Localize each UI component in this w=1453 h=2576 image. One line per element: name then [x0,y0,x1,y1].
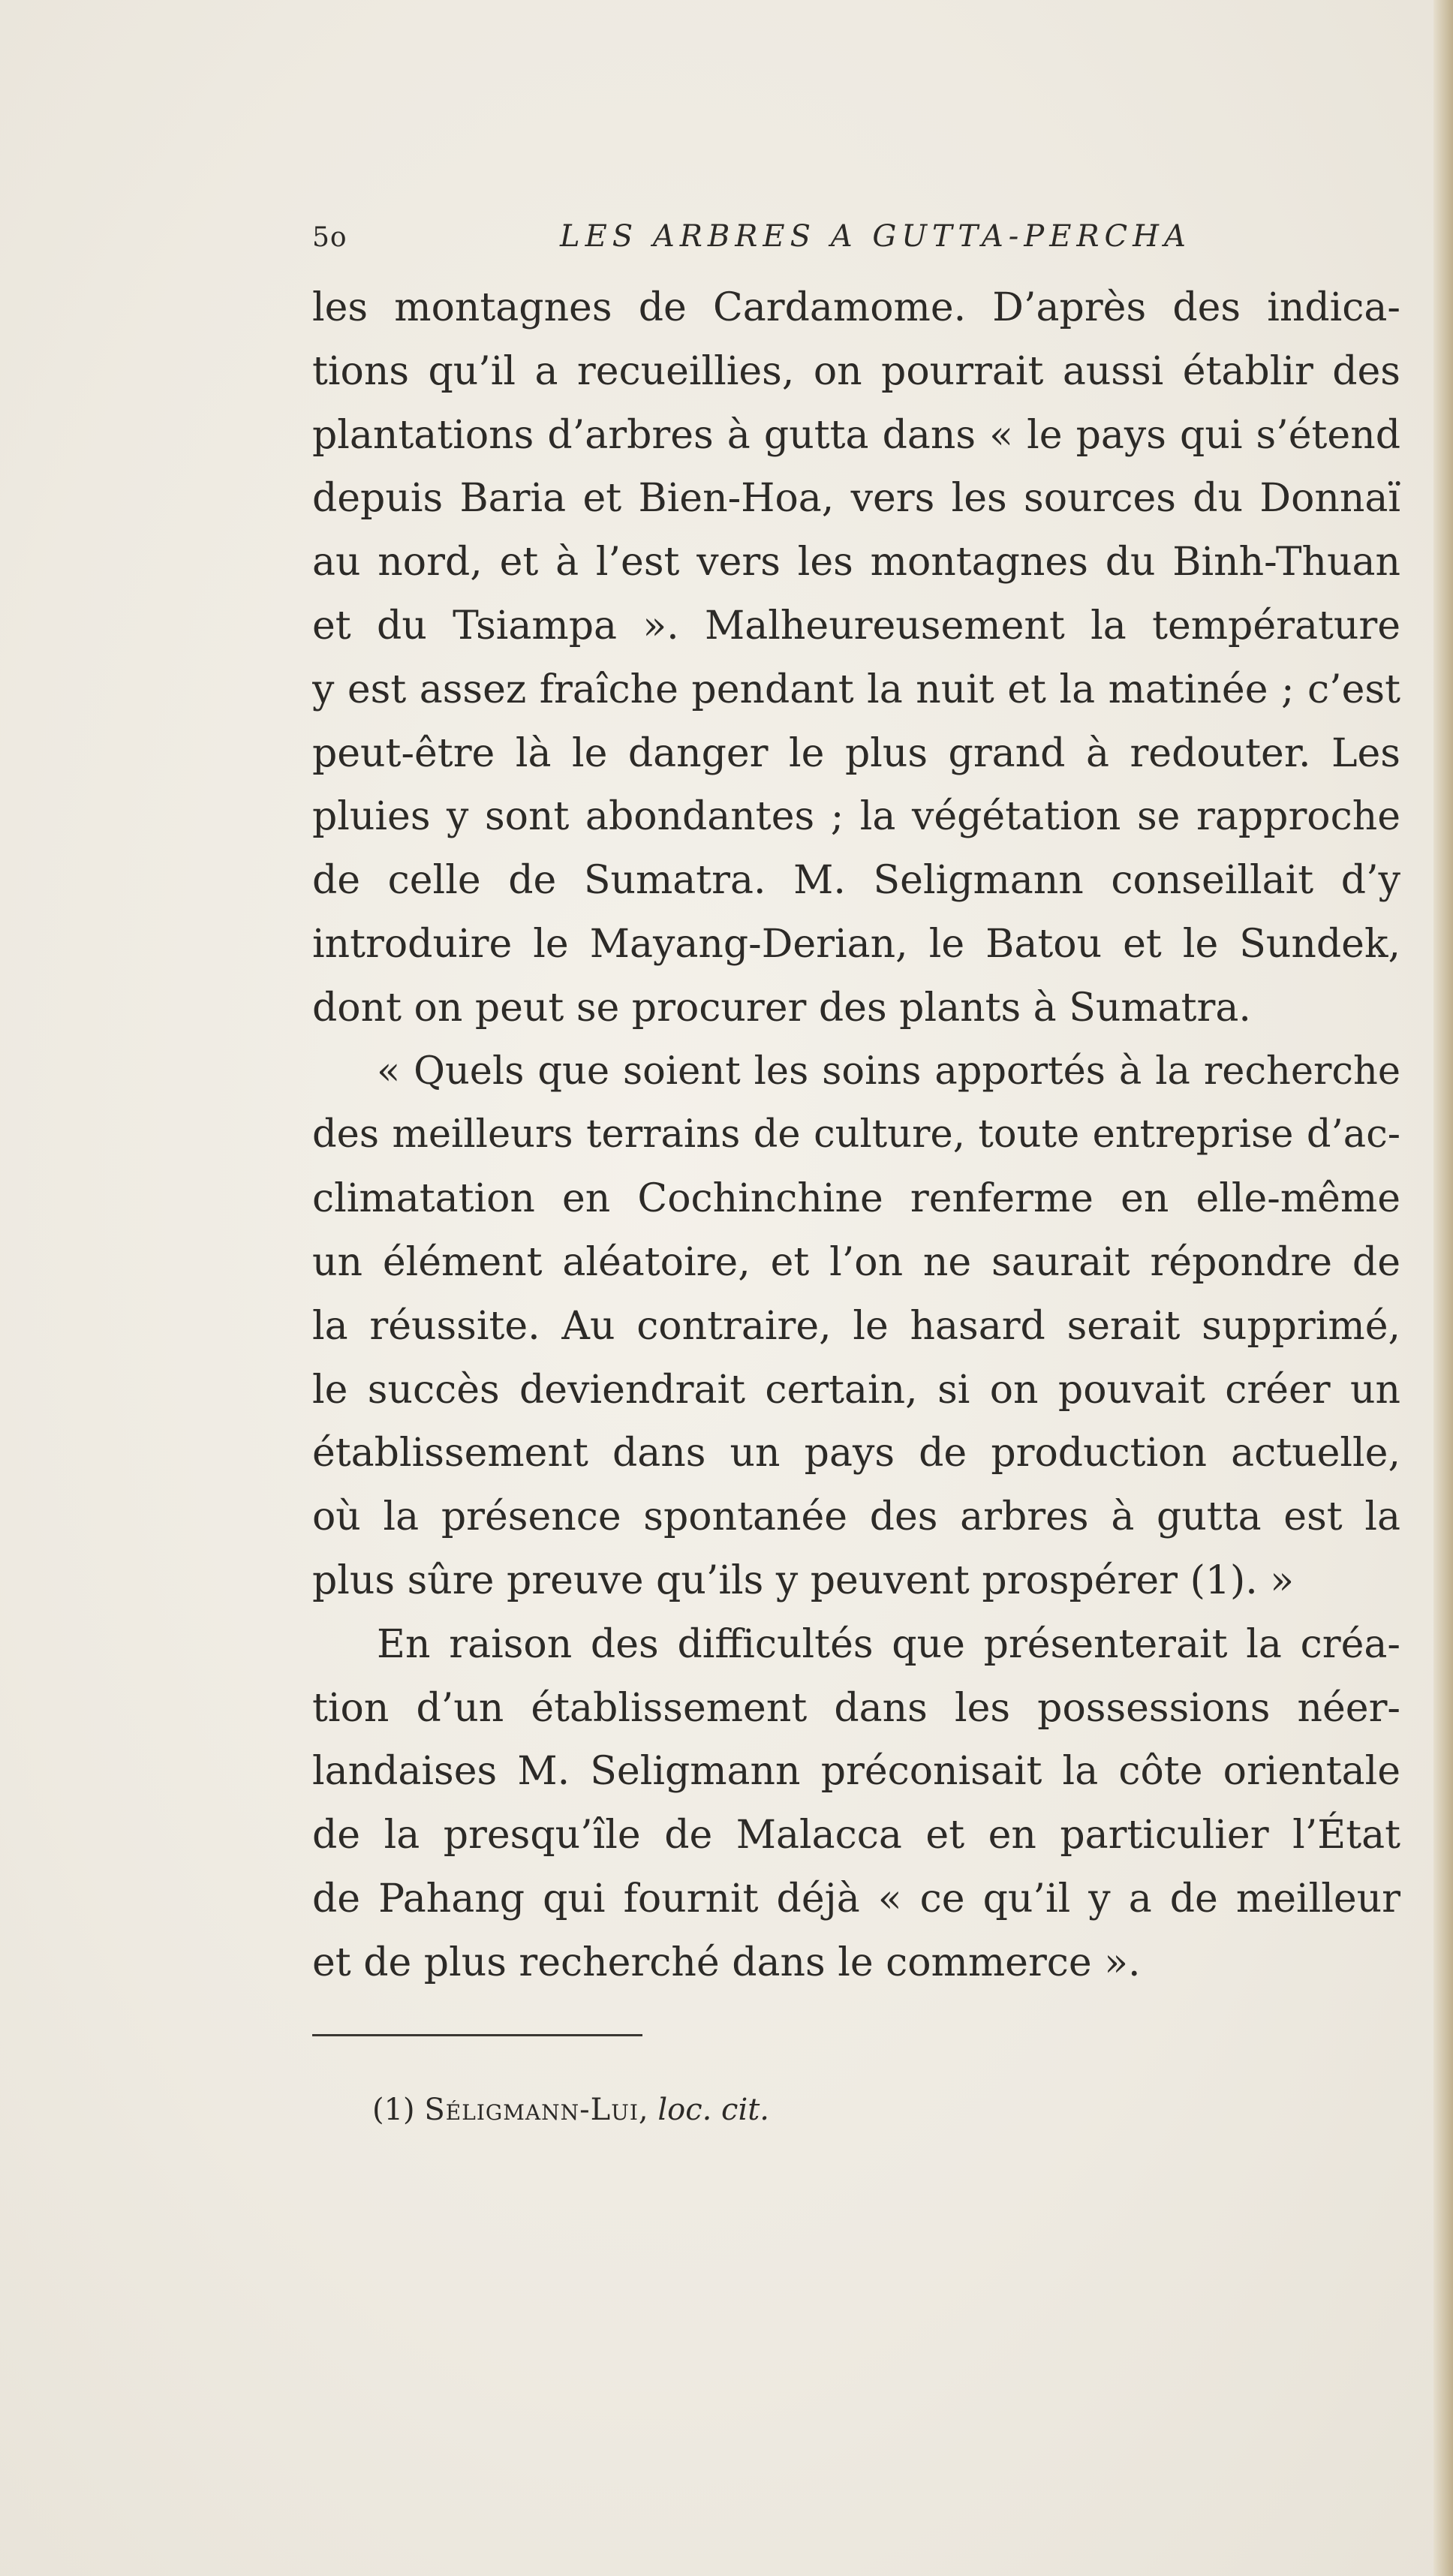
text-line: un élément aléatoire, et l’on ne saurait répondre de [312,1239,1400,1285]
text-line: les montagnes de Cardamome. D’après des indica- [312,285,1400,330]
text-line: peut-être là le danger le plus grand à redouter. Les [312,730,1400,776]
page-binding-edge [1433,0,1453,2576]
text-line: des meilleurs terrains de culture, toute entreprise d’ac- [312,1112,1400,1157]
page-number: 5o [312,222,347,253]
running-title: LES ARBRES A GUTTA-PERCHA [560,219,1191,254]
footnote-reference: loc. cit. [657,2093,770,2127]
text-line: plantations d’arbres à gutta dans « le pays qui s’étend [312,412,1400,458]
text-line: plus sûre preuve qu’ils y peuvent prospérer (1). » [312,1557,1295,1603]
text-line: établissement dans un pays de production actuelle, [312,1431,1400,1476]
text-line: la réussite. Au contraire, le hasard serait supprimé, [312,1303,1400,1349]
text-line: En raison des difficultés que présenterait la créa- [377,1621,1400,1667]
text-line: introduire le Mayang-Derian, le Batou et le Sundek, [312,921,1400,967]
text-line: de Pahang qui fournit déjà « ce qu’il y a de meilleur [312,1876,1400,1921]
text-line: de la presqu’île de Malacca et en particulier l’État [312,1813,1400,1858]
text-line: landaises M. Seligmann préconisait la côte orientale [312,1749,1400,1795]
text-line: et du Tsiampa ». Malheureusement la température [312,603,1400,649]
text-line: « Quels que soient les soins apportés à la recherche [377,1049,1400,1094]
body-text [312,276,1400,1995]
text-line: où la présence spontanée des arbres à gutta est la [312,1494,1400,1540]
text-line: depuis Baria et Bien-Hoa, vers les sources du Donnaï [312,476,1400,522]
text-line: au nord, et à l’est vers les montagnes du Binh-Thuan [312,540,1400,585]
footnote [372,2093,769,2127]
text-line: dont on peut se procurer des plants à Sumatra. [312,985,1251,1031]
text-line: pluies y sont abondantes ; la végétation se rapproche [312,794,1400,840]
text-line: y est assez fraîche pendant la nuit et la matinée ; c’est [312,667,1400,712]
text-line: tions qu’il a recueillies, on pourrait aussi établir des [312,348,1400,394]
page-header [312,219,1400,264]
footnote-separator [312,2034,642,2036]
text-line: tion d’un établissement dans les possessions néer- [312,1685,1400,1731]
footnote-separator-comma: , [638,2093,648,2127]
footnote-marker: (1) [372,2093,415,2127]
text-line: et de plus recherché dans le commerce ». [312,1940,1141,1985]
footnote-author: Séligmann-Lui [424,2093,639,2127]
text-line: le succès deviendrait certain, si on pouvait créer un [312,1367,1400,1413]
text-line: de celle de Sumatra. M. Seligmann conseillait d’y [312,858,1400,904]
text-line: climatation en Cochinchine renferme en elle-même [312,1176,1400,1222]
